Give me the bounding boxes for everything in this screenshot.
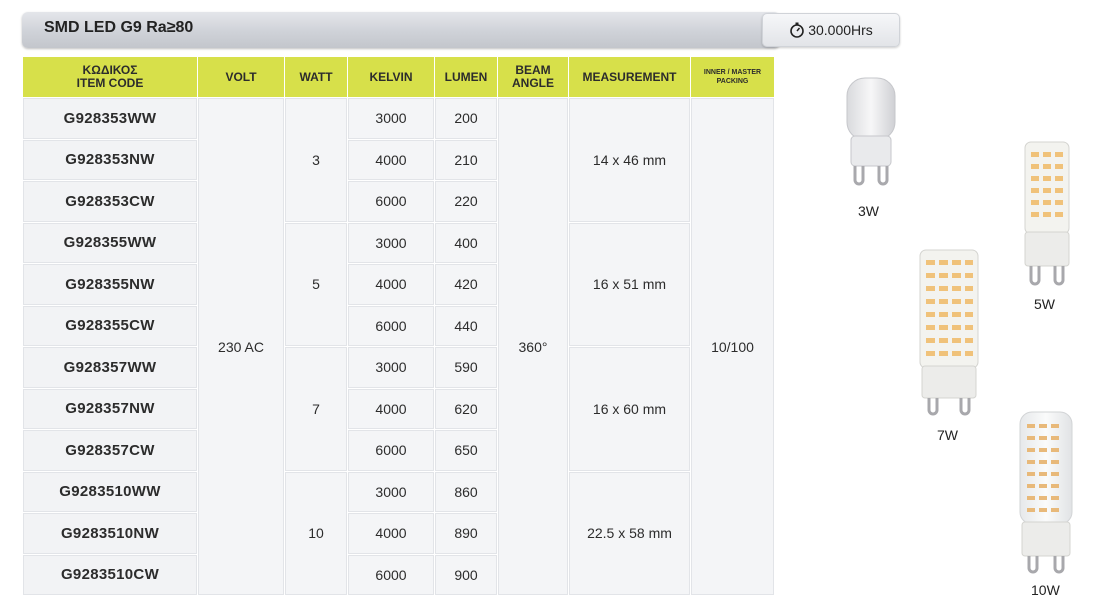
item-code-cell: G928355WW [23,222,198,264]
kelvin-cell: 6000 [348,430,435,472]
header-volt: VOLT [198,57,285,98]
item-code-cell: G928353WW [23,98,198,140]
table-row [23,222,775,264]
bulb-label-7w: 7W [937,427,958,443]
kelvin-cell: 6000 [348,181,435,223]
kelvin-cell: 4000 [348,139,435,181]
lumen-cell: 900 [435,554,498,596]
watt-cell: 7 [285,347,348,472]
lumen-cell: 860 [435,471,498,513]
lumen-cell: 420 [435,264,498,306]
lumen-cell: 220 [435,181,498,223]
header-packing-line2: PACKING [716,78,749,85]
bulb-label-5w: 5W [1034,296,1055,312]
kelvin-cell: 4000 [348,264,435,306]
item-code-cell: G9283510NW [23,513,198,555]
watt-cell: 5 [285,222,348,347]
header-packing-line1: INNER / MASTER [703,69,762,76]
g9-bulb-10w-image [1017,410,1075,578]
item-code-cell: G928353NW [23,139,198,181]
kelvin-cell: 6000 [348,305,435,347]
kelvin-cell: 3000 [348,347,435,389]
lumen-cell: 620 [435,388,498,430]
measurement-cell: 14 x 46 mm [569,98,691,223]
item-code-cell: G928355CW [23,305,198,347]
header-watt: WATT [285,57,348,98]
bulb-label-3w: 3W [858,203,879,219]
g9-bulb-7w-image [917,248,981,420]
watt-cell: 10 [285,471,348,596]
lumen-cell: 890 [435,513,498,555]
header-item-code-en: ITEM CODE [76,76,144,90]
item-code-cell: G928357WW [23,347,198,389]
bulb-label-10w: 10W [1031,582,1060,598]
header-measurement: MEASUREMENT [569,57,691,98]
header-beam-line1: BEAM [515,63,551,77]
lumen-cell: 400 [435,222,498,264]
kelvin-cell: 3000 [348,471,435,513]
page-title: SMD LED G9 Ra≥80 [44,19,194,36]
item-code-cell: G928357CW [23,430,198,472]
item-code-cell: G928353CW [23,181,198,223]
kelvin-cell: 4000 [348,388,435,430]
table-row [23,347,775,389]
volt-cell: 230 AC [198,98,285,596]
lumen-cell: 200 [435,98,498,140]
packing-cell: 10/100 [691,98,775,596]
table-row [23,98,775,140]
item-code-cell: G9283510CW [23,554,198,596]
watt-cell: 3 [285,98,348,223]
g9-bulb-3w-image [843,76,899,188]
header-beam-line2: ANGLE [512,76,554,90]
header-item-code [23,57,198,98]
header-beam-angle [498,57,569,98]
measurement-cell: 16 x 60 mm [569,347,691,472]
lifetime-badge [762,13,900,47]
lumen-cell: 590 [435,347,498,389]
kelvin-cell: 3000 [348,222,435,264]
kelvin-cell: 3000 [348,98,435,140]
title-bar [22,12,780,48]
header-packing [691,57,775,98]
lifetime-hours: 30.000Hrs [808,22,873,38]
lumen-cell: 440 [435,305,498,347]
item-code-cell: G9283510WW [23,471,198,513]
lumen-cell: 650 [435,430,498,472]
table-header-row [23,57,775,98]
lumen-cell: 210 [435,139,498,181]
item-code-cell: G928355NW [23,264,198,306]
measurement-cell: 22.5 x 58 mm [569,471,691,596]
table-row [23,471,775,513]
kelvin-cell: 4000 [348,513,435,555]
beam-angle-cell: 360° [498,98,569,596]
kelvin-cell: 6000 [348,554,435,596]
g9-bulb-5w-image [1021,140,1073,288]
stopwatch-icon [789,22,805,38]
item-code-cell: G928357NW [23,388,198,430]
spec-table [22,56,775,596]
header-lumen: LUMEN [435,57,498,98]
measurement-cell: 16 x 51 mm [569,222,691,347]
header-item-code-gr: ΚΩΔΙΚΟΣ [82,63,138,77]
header-kelvin: KELVIN [348,57,435,98]
